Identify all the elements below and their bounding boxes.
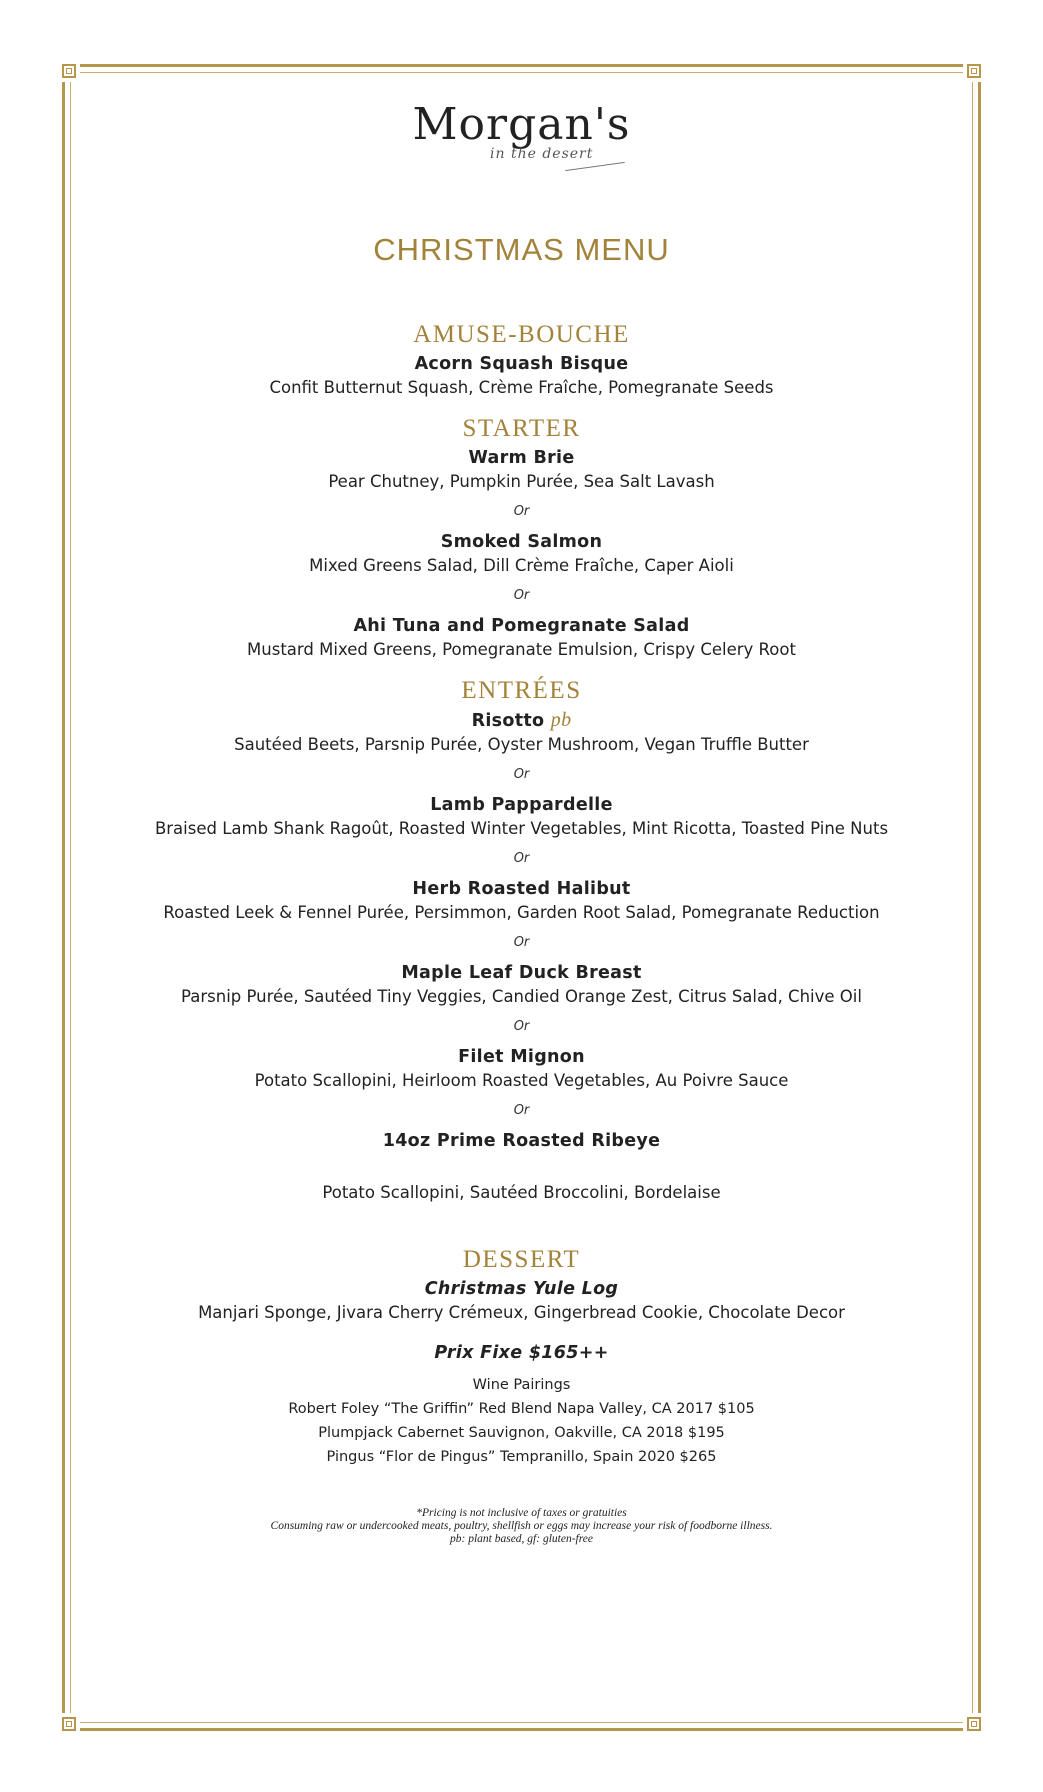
- dish-name: Warm Brie: [468, 448, 575, 468]
- wine-pairing-line: Robert Foley “The Griffin” Red Blend Napa Valley, CA 2017 $105: [288, 1401, 755, 1417]
- section-title-amuse-bouche: AMUSE-BOUCHE: [413, 321, 630, 348]
- dish-name: Lamb Pappardelle: [430, 795, 613, 815]
- menu-page: [70, 72, 973, 1546]
- or-separator: Or: [513, 1019, 530, 1034]
- dish-description: Sautéed Beets, Parsnip Purée, Oyster Mushroom, Vegan Truffle Butter: [234, 735, 809, 754]
- dish-description: Potato Scallopini, Heirloom Roasted Vegetables, Au Poivre Sauce: [254, 1071, 789, 1090]
- restaurant-logo: [70, 100, 973, 180]
- dish-name: 14oz Prime Roasted Ribeye: [382, 1131, 661, 1151]
- dish-description: Manjari Sponge, Jivara Cherry Crémeux, Gingerbread Cookie, Chocolate Decor: [198, 1303, 845, 1322]
- dish-description: Braised Lamb Shank Ragoût, Roasted Winter Vegetables, Mint Ricotta, Toasted Pine Nuts: [154, 819, 889, 838]
- section-title-dessert: DESSERT: [462, 1246, 581, 1273]
- or-separator: Or: [513, 935, 530, 950]
- dish-name: Risotto: [471, 711, 545, 731]
- pricing-note: *Pricing is not inclusive of taxes or gratuities: [416, 1507, 627, 1519]
- dietary-legend: pb: plant based, gf: gluten-free: [450, 1533, 593, 1545]
- or-separator: Or: [513, 851, 530, 866]
- health-warning: Consuming raw or undercooked meats, poultry, shellfish or eggs may increase your risk of foodborne illness.: [270, 1520, 773, 1532]
- prix-fixe-price: Prix Fixe $165++: [434, 1343, 609, 1363]
- section-title-entrees: ENTRÉES: [461, 677, 582, 704]
- section-title-starter: STARTER: [462, 415, 581, 442]
- dish-description: Parsnip Purée, Sautéed Tiny Veggies, Candied Orange Zest, Citrus Salad, Chive Oil: [181, 987, 862, 1006]
- dish-name: Christmas Yule Log: [424, 1279, 619, 1299]
- dish-name: Filet Mignon: [458, 1047, 585, 1067]
- dish-name: Acorn Squash Bisque: [414, 354, 629, 374]
- wine-pairing-line: Plumpjack Cabernet Sauvignon, Oakville, CA 2018 $195: [318, 1425, 725, 1441]
- dish-description: Mixed Greens Salad, Dill Crème Fraîche, Caper Aioli: [309, 556, 734, 575]
- logo-wordmark: Morgan's: [412, 99, 631, 150]
- footer-notes: [70, 1507, 973, 1546]
- dish-name: Ahi Tuna and Pomegranate Salad: [353, 616, 690, 636]
- menu-title: CHRISTMAS MENU: [373, 232, 670, 267]
- dish-description: Confit Butternut Squash, Crème Fraîche, Pomegranate Seeds: [269, 378, 774, 397]
- dish-description: Mustard Mixed Greens, Pomegranate Emulsion, Crispy Celery Root: [247, 640, 796, 659]
- dish-description: Potato Scallopini, Sautéed Broccolini, Bordelaise: [322, 1183, 721, 1202]
- dish-name: Maple Leaf Duck Breast: [401, 963, 642, 983]
- or-separator: Or: [513, 767, 530, 782]
- dish-name-risotto: [70, 708, 973, 733]
- or-separator: Or: [513, 588, 530, 603]
- dish-name: Smoked Salmon: [440, 532, 603, 552]
- corner-ornament-icon: [963, 1713, 985, 1735]
- corner-ornament-icon: [58, 1713, 80, 1735]
- logo-flourish: [565, 162, 625, 171]
- dish-description: Pear Chutney, Pumpkin Purée, Sea Salt Lavash: [328, 472, 715, 491]
- logo-tagline: in the desert: [490, 146, 594, 162]
- plant-based-tag: pb: [550, 709, 572, 731]
- wine-pairings-heading: Wine Pairings: [472, 1377, 571, 1393]
- dish-description: Roasted Leek & Fennel Purée, Persimmon, Garden Root Salad, Pomegranate Reduction: [163, 903, 880, 922]
- or-separator: Or: [513, 504, 530, 519]
- wine-pairing-line: Pingus “Flor de Pingus” Tempranillo, Spain 2020 $265: [326, 1449, 717, 1465]
- dish-name: Herb Roasted Halibut: [412, 879, 631, 899]
- or-separator: Or: [513, 1103, 530, 1118]
